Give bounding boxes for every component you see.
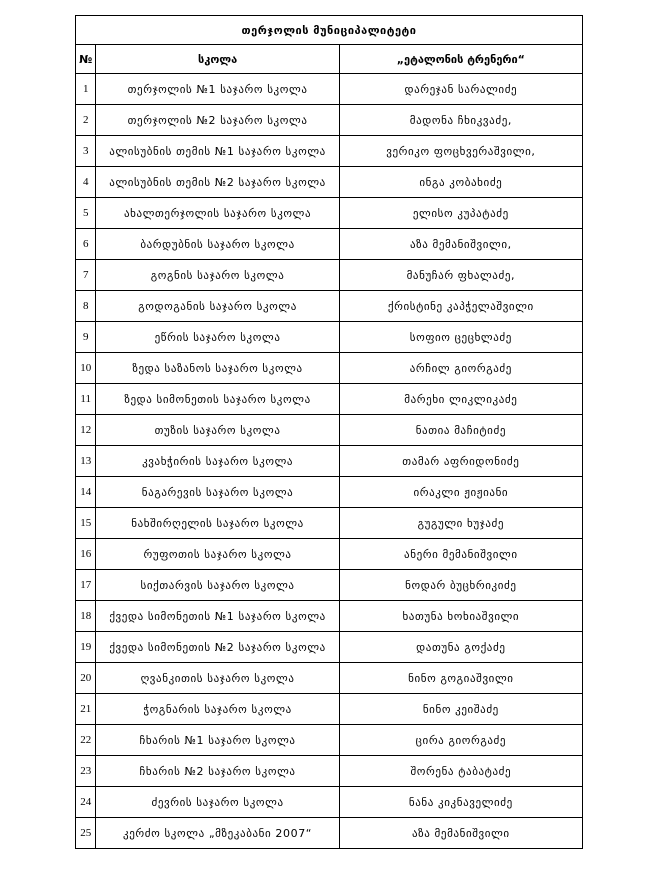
- trainer-name: მანუჩარ ფხალაძე,: [339, 260, 582, 291]
- row-number: 7: [76, 260, 96, 291]
- table-row: [76, 601, 583, 632]
- table-row: [76, 818, 583, 849]
- row-number: 10: [76, 353, 96, 384]
- table-row: [76, 508, 583, 539]
- row-number: 17: [76, 570, 96, 601]
- school-name: გოგნის საჯარო სკოლა: [96, 260, 339, 291]
- trainer-name: ნინო კეიშაძე: [339, 694, 582, 725]
- table-row: [76, 136, 583, 167]
- row-number: 6: [76, 229, 96, 260]
- table-row: [76, 384, 583, 415]
- row-number: 24: [76, 787, 96, 818]
- school-name: სიქთარვის საჯარო სკოლა: [96, 570, 339, 601]
- table-row: [76, 570, 583, 601]
- header-row: [76, 45, 583, 74]
- school-name: ჭოგნარის საჯარო სკოლა: [96, 694, 339, 725]
- school-name: ღვანკითის საჯარო სკოლა: [96, 663, 339, 694]
- trainer-name: დარეჯან სარალიძე: [339, 74, 582, 105]
- table-body: [76, 16, 583, 849]
- row-number: 23: [76, 756, 96, 787]
- trainer-name: აზა მემანიშვილი: [339, 818, 582, 849]
- row-number: 21: [76, 694, 96, 725]
- trainer-name: ნათია მაჩიტიძე: [339, 415, 582, 446]
- trainer-name: ნინო გოგიაშვილი: [339, 663, 582, 694]
- row-number: 16: [76, 539, 96, 570]
- row-number: 15: [76, 508, 96, 539]
- school-name: ზედა საზანოს საჯარო სკოლა: [96, 353, 339, 384]
- row-number: 14: [76, 477, 96, 508]
- table-row: [76, 229, 583, 260]
- row-number: 13: [76, 446, 96, 477]
- row-number: 4: [76, 167, 96, 198]
- trainer-name: გუგული ხუჯაძე: [339, 508, 582, 539]
- school-name: ძევრის საჯარო სკოლა: [96, 787, 339, 818]
- trainer-name: თამარ აფრიდონიძე: [339, 446, 582, 477]
- school-name: ქვედა სიმონეთის №2 საჯარო სკოლა: [96, 632, 339, 663]
- table-row: [76, 353, 583, 384]
- trainer-name: სოფიო ცეცხლაძე: [339, 322, 582, 353]
- row-number: 25: [76, 818, 96, 849]
- table-row: [76, 632, 583, 663]
- row-number: 20: [76, 663, 96, 694]
- school-name: ეწრის საჯარო სკოლა: [96, 322, 339, 353]
- table-row: [76, 167, 583, 198]
- school-name: ქვედა სიმონეთის №1 საჯარო სკოლა: [96, 601, 339, 632]
- school-name: თერჯოლის №1 საჯარო სკოლა: [96, 74, 339, 105]
- row-number: 8: [76, 291, 96, 322]
- trainer-name: ცირა გიორგაძე: [339, 725, 582, 756]
- school-name: რუფოთის საჯარო სკოლა: [96, 539, 339, 570]
- school-name: გოდოგანის საჯარო სკოლა: [96, 291, 339, 322]
- table-row: [76, 74, 583, 105]
- table-row: [76, 446, 583, 477]
- row-number: 19: [76, 632, 96, 663]
- school-name: თერჯოლის №2 საჯარო სკოლა: [96, 105, 339, 136]
- trainer-name: ვერიკო ფოცხვერაშვილი,: [339, 136, 582, 167]
- school-name: კვახჭირის საჯარო სკოლა: [96, 446, 339, 477]
- table-row: [76, 725, 583, 756]
- trainer-name: არჩილ გიორგაძე: [339, 353, 582, 384]
- trainer-name: მარეხი ლიკლიკაძე: [339, 384, 582, 415]
- header-trainer: „ეტალონის ტრენერი“: [339, 45, 582, 74]
- trainer-name: ნოდარ ბუცხრიკიძე: [339, 570, 582, 601]
- trainer-name: ნანა კიკნაველიძე: [339, 787, 582, 818]
- school-name: თუზის საჯარო სკოლა: [96, 415, 339, 446]
- row-number: 18: [76, 601, 96, 632]
- school-name: ნაგარევის საჯარო სკოლა: [96, 477, 339, 508]
- header-number: №: [76, 45, 96, 74]
- table-row: [76, 694, 583, 725]
- trainer-name: აზა მემანიშვილი,: [339, 229, 582, 260]
- table-row: [76, 105, 583, 136]
- trainer-name: ხათუნა ხოხიაშვილი: [339, 601, 582, 632]
- trainer-name: ქრისტინე კაპჭელაშვილი: [339, 291, 582, 322]
- school-name: ალისუბნის თემის №2 საჯარო სკოლა: [96, 167, 339, 198]
- row-number: 2: [76, 105, 96, 136]
- school-name: ჩხარის №1 საჯარო სკოლა: [96, 725, 339, 756]
- header-school: სკოლა: [96, 45, 339, 74]
- row-number: 22: [76, 725, 96, 756]
- trainer-name: ელისო კუპატაძე: [339, 198, 582, 229]
- school-name: ნახშირღელის საჯარო სკოლა: [96, 508, 339, 539]
- table-row: [76, 787, 583, 818]
- trainer-name: ანერი მემანიშვილი: [339, 539, 582, 570]
- table-row: [76, 291, 583, 322]
- row-number: 11: [76, 384, 96, 415]
- school-name: ჩხარის №2 საჯარო სკოლა: [96, 756, 339, 787]
- school-name: კერძო სკოლა „მზეკაბანი 2007“: [96, 818, 339, 849]
- school-name: ახალთერჯოლის საჯარო სკოლა: [96, 198, 339, 229]
- school-name: ბარდუბნის საჯარო სკოლა: [96, 229, 339, 260]
- trainer-name: შორენა ტაბატაძე: [339, 756, 582, 787]
- table-row: [76, 322, 583, 353]
- row-number: 12: [76, 415, 96, 446]
- table-row: [76, 260, 583, 291]
- trainer-name: მადონა ჩხიკვაძე,: [339, 105, 582, 136]
- row-number: 5: [76, 198, 96, 229]
- schools-table: [75, 15, 583, 849]
- table-row: [76, 539, 583, 570]
- row-number: 3: [76, 136, 96, 167]
- row-number: 9: [76, 322, 96, 353]
- row-number: 1: [76, 74, 96, 105]
- trainer-name: ინგა კობახიძე: [339, 167, 582, 198]
- table-row: [76, 756, 583, 787]
- table-row: [76, 198, 583, 229]
- school-name: ალისუბნის თემის №1 საჯარო სკოლა: [96, 136, 339, 167]
- table-title: თერჯოლის მუნიციპალიტეტი: [76, 16, 583, 45]
- table-row: [76, 663, 583, 694]
- trainer-name: ირაკლი ჟიჟიანი: [339, 477, 582, 508]
- table-row: [76, 415, 583, 446]
- title-row: [76, 16, 583, 45]
- trainer-name: დათუნა გოქაძე: [339, 632, 582, 663]
- school-name: ზედა სიმონეთის საჯარო სკოლა: [96, 384, 339, 415]
- table-row: [76, 477, 583, 508]
